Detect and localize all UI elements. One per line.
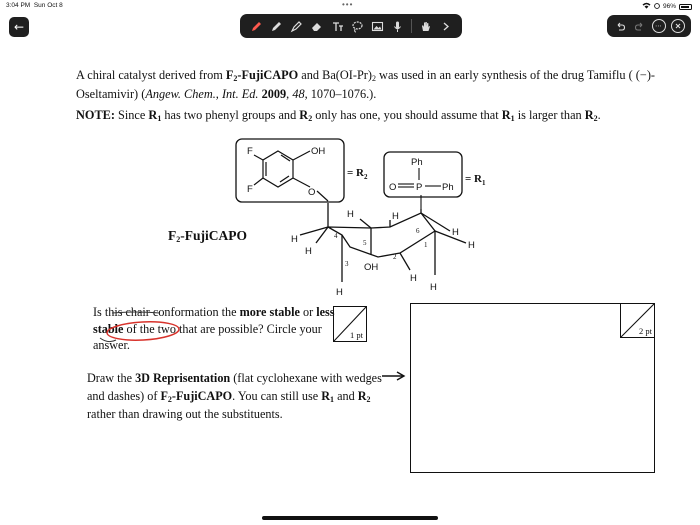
undo-icon[interactable] bbox=[614, 19, 628, 33]
status-indicators bbox=[642, 2, 692, 11]
h-atom: H bbox=[430, 282, 437, 293]
carbon-number: 1 bbox=[424, 241, 428, 249]
fujicapo-chair-structure bbox=[230, 135, 520, 300]
chair-ring bbox=[300, 203, 466, 282]
phenol-oh: OH bbox=[311, 146, 326, 157]
ether-o: O bbox=[308, 187, 316, 198]
status-time: 3:04 PM Sun Oct 8 bbox=[6, 2, 63, 9]
question-stability: Is this chair conformation the more stable or less stable of the two that are possible? Circle your answer. bbox=[93, 305, 335, 352]
ring-oh: OH bbox=[364, 262, 379, 273]
mic-icon[interactable] bbox=[391, 19, 405, 33]
r2-label: = $R_2$ bbox=[347, 167, 368, 181]
highlighter-icon[interactable] bbox=[290, 19, 304, 33]
document-actions bbox=[607, 15, 691, 37]
carbon-number: 3 bbox=[345, 260, 349, 268]
intro-paragraph: A chiral catalyst derived from $F_2$-FujiCAPO and $Ba(OI-Pr)_2$ was used in an early synthesis of the drug Tamiflu ( (−)-Oseltamivir) (Angew. Chem., Int. Ed. 2009, 48, 1070–1076.). bbox=[76, 68, 656, 101]
phenyl-right: Ph bbox=[442, 182, 454, 193]
phosphoryl-o: O bbox=[389, 182, 397, 193]
redo-icon[interactable] bbox=[633, 19, 647, 33]
status-bar bbox=[0, 0, 700, 12]
points-label: 1 pt bbox=[350, 330, 363, 340]
image-icon[interactable] bbox=[371, 19, 385, 33]
drawing-toolbar bbox=[240, 14, 462, 38]
lasso-icon[interactable] bbox=[350, 19, 364, 33]
arrow-left-icon: ← bbox=[13, 20, 25, 34]
h-atom: H bbox=[336, 287, 343, 298]
h-atom: H bbox=[468, 240, 475, 251]
benzene-ring bbox=[254, 151, 328, 201]
phosphorus: P bbox=[416, 182, 423, 193]
chevron-right-icon[interactable] bbox=[439, 19, 453, 33]
points-box-q1 bbox=[333, 306, 367, 342]
pencil-icon[interactable] bbox=[269, 19, 283, 33]
note-paragraph: NOTE: Since $R_1$ has two phenyl groups and $R_2$ only has one, you should assume that $R_1$ is larger than $R_2$. bbox=[76, 108, 601, 123]
location-icon bbox=[654, 3, 660, 11]
points-label: 2 pt bbox=[639, 326, 652, 336]
phenyl-top: Ph bbox=[411, 157, 423, 168]
h-atom: H bbox=[392, 211, 399, 222]
fluorine-bottom: F bbox=[247, 184, 253, 195]
text-icon[interactable] bbox=[330, 19, 344, 33]
h-atom: H bbox=[291, 234, 298, 245]
h-atom: H bbox=[452, 227, 459, 238]
carbon-number: 4 bbox=[334, 232, 338, 240]
question-3d-drawing: Draw the 3D Reprisentation (flat cyclohexane with wedges and dashes) of $F_2$-FujiCAPO. You can still use $R_1$ and $R_2$ rather than drawing out the substituents. bbox=[87, 371, 382, 421]
toolbar-divider bbox=[411, 19, 412, 33]
carbon-number: 6 bbox=[416, 227, 420, 235]
multitasking-dots[interactable]: ••• bbox=[342, 0, 354, 9]
r1-label: = $R_1$ bbox=[465, 173, 486, 187]
battery-percent: 96% bbox=[662, 3, 676, 10]
eraser-icon[interactable] bbox=[310, 19, 324, 33]
fluorine-top: F bbox=[247, 146, 253, 157]
close-icon[interactable] bbox=[671, 19, 685, 33]
back-button[interactable] bbox=[9, 17, 29, 37]
h-atom: H bbox=[347, 209, 354, 220]
carbon-number: 5 bbox=[363, 239, 367, 247]
answer-drawing-box[interactable] bbox=[410, 303, 655, 473]
home-indicator[interactable] bbox=[262, 516, 438, 520]
hand-icon[interactable] bbox=[419, 19, 433, 33]
wifi-icon bbox=[642, 2, 651, 11]
carbon-number: 2 bbox=[393, 253, 397, 261]
h-atom: H bbox=[305, 246, 312, 257]
more-options-icon[interactable]: ⋯ bbox=[652, 19, 666, 33]
battery-icon bbox=[679, 4, 692, 10]
h-atom: H bbox=[410, 273, 417, 284]
points-box-q2 bbox=[620, 304, 654, 338]
molecule-name: $F_2$-FujiCAPO bbox=[168, 228, 247, 244]
pen-icon[interactable] bbox=[249, 19, 263, 33]
